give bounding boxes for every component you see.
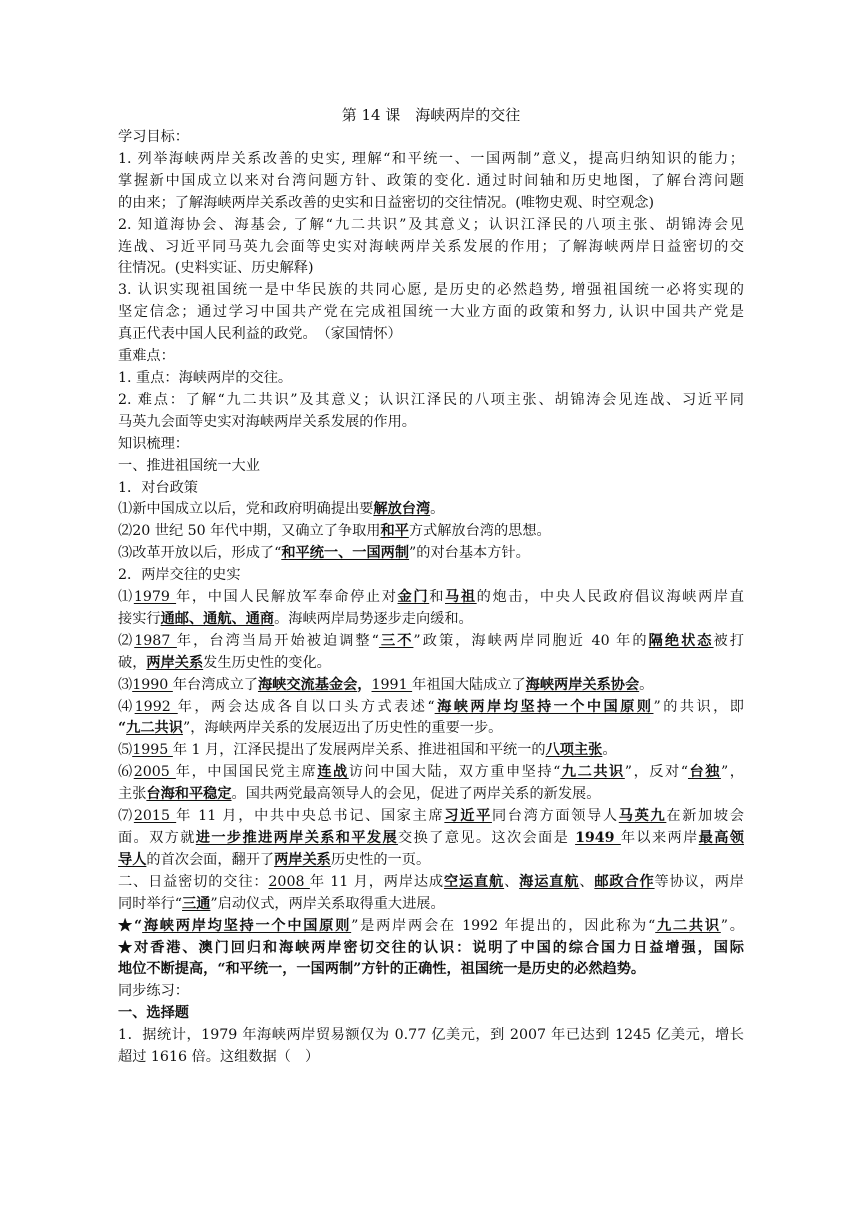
answer-blank: 连战 <box>317 764 349 781</box>
star-note: ★“海峡两岸均坚持一个中国原则”是两岸两会在 1992 年提出的，因此称为“九二共识”。 <box>118 917 744 934</box>
year-blank: 2008 <box>268 873 310 890</box>
answer-blank: 两岸关系 <box>274 851 331 868</box>
policy-item: ⑶改革开放以后，形成了“和平统一、一国两制”的对台基本方针。 <box>118 545 530 562</box>
event-line: “九二共识”，海峡两岸关系的发展迈出了历史性的重要一步。 <box>118 720 503 737</box>
answer-blank: 三不 <box>378 632 414 649</box>
year-blank: 1995 <box>132 742 173 759</box>
answer-blank: 金门 <box>397 589 430 606</box>
event-line: ⑵1987 年，台湾当局开始被迫调整“三不”政策，海峡两岸同胞近 40 年的隔绝状态被打 <box>118 632 744 649</box>
year-blank: 1991 <box>371 676 413 693</box>
event-line: 面。双方就进一步推进两岸关系和平发展交换了意见。这次会面是 1949 年以来两岸最高领 <box>118 830 744 846</box>
policy-item: ⑵20 世纪 50 年代中期，又确立了争取用和平方式解放台湾的思想。 <box>118 523 551 540</box>
answer-blank: 空运直航 <box>443 873 505 890</box>
answer-blank: 通邮、通航、通商 <box>160 610 275 627</box>
answer-blank: 海峡两岸均坚持一个中国原则 <box>434 698 654 715</box>
year-blank: 1992 <box>134 698 178 715</box>
answer-blank: 九二共识 <box>655 917 721 934</box>
event-line: ⑺2015 年 11 月，中共中央总书记、国家主席习近平同台湾方面领导人马英九在新加坡会 <box>118 808 744 825</box>
question-section: 一、选择题 <box>118 1005 189 1022</box>
answer-blank: 最高领 <box>698 830 744 846</box>
question-text: 1．据统计，1979 年海峡两岸贸易额仅为 0.77 亿美元，到 2007 年已达到 1245 亿美元，增长 <box>118 1027 744 1044</box>
answer-blank: 进一步推进两岸关系和平发展 <box>195 830 399 846</box>
event-line: ⑶1990 年台湾成立了海峡交流基金会，1991 年祖国大陆成立了海峡两岸关系协会。 <box>118 676 654 693</box>
event-line: ⑹2005 年，中国国民党主席连战访问中国大陆，双方重申坚持“九二共识”，反对“台独”， <box>118 764 744 781</box>
section-heading: 一、推进祖国统一大业 <box>118 457 260 474</box>
objective-line: 的由来；了解海峡两岸关系改善的史实和日益密切的交往情况。(唯物史观、时空观念) <box>118 194 655 211</box>
objective-line: 坚定信念；通过学习中国共产党在完成祖国统一大业方面的政策和努力, 认识中国共产党是 <box>118 304 744 321</box>
difficulty-line: 1. 重点：海峡两岸的交往。 <box>118 369 293 386</box>
answer-blank: 海峡交流基金会 <box>257 676 358 693</box>
year-blank: 2015 <box>133 808 177 825</box>
event-line: ⑷1992 年，两会达成各自以口头方式表述“海峡两岸均坚持一个中国原则”的共识，即 <box>118 698 744 715</box>
objective-line: 2. 知道海协会、海基会, 了解“九二共识”及其意义；认识江泽民的八项主张、胡锦涛会见 <box>118 216 744 233</box>
section-line: 二、日益密切的交往：2008 年 11 月，两岸达成空运直航、海运直航、邮政合作等协议，两岸 <box>118 873 744 890</box>
answer-blank: 习近平 <box>444 808 492 825</box>
difficulty-line: 马英九会面等史实对海峡两岸关系发展的作用。 <box>118 413 416 430</box>
answer-blank: 两岸关系 <box>146 654 204 671</box>
answer-blank: 八项主张 <box>545 742 603 759</box>
answer-blank: 和平统一、一国两制 <box>281 545 410 562</box>
answer-blank: 隔绝状态 <box>648 632 714 649</box>
objective-line: 往情况。(史料实证、历史解释) <box>118 260 314 277</box>
year-blank: 1979 <box>133 589 177 606</box>
subsection-heading: 1．对台政策 <box>118 479 198 496</box>
event-line: 破，两岸关系发生历史性的变化。 <box>118 654 331 671</box>
answer-blank: 九二共识 <box>560 764 625 781</box>
objective-line: 连战、习近平同马英九会面等史实对海峡两岸关系发展的作用；了解海峡两岸日益密切的交 <box>118 238 744 255</box>
objectives-heading: 学习目标： <box>118 129 189 145</box>
knowledge-heading: 知识梳理： <box>118 435 189 452</box>
year-blank: 2005 <box>133 764 176 781</box>
answer-blank: 三通 <box>182 895 211 912</box>
difficulties-heading: 重难点： <box>118 348 175 365</box>
answer-blank: 和平 <box>380 523 409 540</box>
star-note: ★对香港、澳门回归和海峡两岸密切交往的认识：说明了中国的综合国力日益增强，国际 <box>118 939 744 956</box>
answer-blank: 九二共识 <box>126 720 183 737</box>
answer-blank: 海峡两岸均坚持一个中国原则 <box>142 917 352 934</box>
objective-line: 掌握新中国成立以来对台湾问题方针、政策的变化. 通过时间轴和历史地图，了解台湾问题 <box>118 172 744 189</box>
difficulty-line: 2. 难点：了解“九二共识”及其意义；认识江泽民的八项主张、胡锦涛会见连战、习近平同 <box>118 391 744 408</box>
answer-blank: 导人 <box>118 851 147 868</box>
practice-heading: 同步练习： <box>118 983 189 1000</box>
answer-blank: 台独 <box>687 764 721 781</box>
subsection-heading: 2．两岸交往的史实 <box>118 567 241 584</box>
event-line: 导人的首次会面，翻开了两岸关系历史性的一页。 <box>118 851 431 868</box>
star-note: 地位不断提高，“和平统一，一国两制”方针的正确性，祖国统一是历史的必然趋势。 <box>118 961 646 978</box>
answer-blank: 邮政合作 <box>594 873 655 890</box>
objective-line: 真正代表中国人民利益的政党。 （家国情怀） <box>118 326 402 343</box>
year-blank: 1949 <box>575 830 621 846</box>
answer-blank: 海峡两岸关系协会 <box>525 676 640 693</box>
objective-line: 3. 认识实现祖国统一是中华民族的共同心愿, 是历史的必然趋势, 增强祖国统一必将实现的 <box>118 282 744 299</box>
answer-blank: 海运直航 <box>519 873 580 890</box>
event-line: ⑸1995 年 1 月，江泽民提出了发展两岸关系、推进祖国和平统一的八项主张。 <box>118 742 617 759</box>
event-line: 接实行通邮、通航、通商。海峡两岸局势逐步走向缓和。 <box>118 610 473 627</box>
event-line: ⑴1979 年，中国人民解放军奉命停止对金门和马祖的炮击，中央人民政府倡议海峡两岸直 <box>118 589 744 606</box>
answer-blank: 马英九 <box>618 808 667 825</box>
question-text: 超过 1616 倍。这组数据（ ） <box>118 1049 320 1066</box>
event-line: 主张台海和平稳定。国共两党最高领导人的会见，促进了两岸关系的新发展。 <box>118 786 601 803</box>
year-blank: 1990 <box>132 676 173 693</box>
objective-line: 1. 列举海峡两岸关系改善的史实, 理解“和平统一、一国两制”意义，提高归纳知识的能力； <box>118 150 744 167</box>
page-title: 第 14 课 海峡两岸的交往 <box>341 106 521 124</box>
answer-blank: 马祖 <box>445 589 477 606</box>
answer-blank: 解放台湾 <box>373 501 431 518</box>
policy-item: ⑴新中国成立以后，党和政府明确提出要解放台湾。 <box>118 501 445 518</box>
section-line: 同时举行“三通”启动仪式，两岸关系取得重大进展。 <box>118 895 445 912</box>
answer-blank: 台海和平稳定 <box>146 786 232 803</box>
year-blank: 1987 <box>134 632 177 649</box>
